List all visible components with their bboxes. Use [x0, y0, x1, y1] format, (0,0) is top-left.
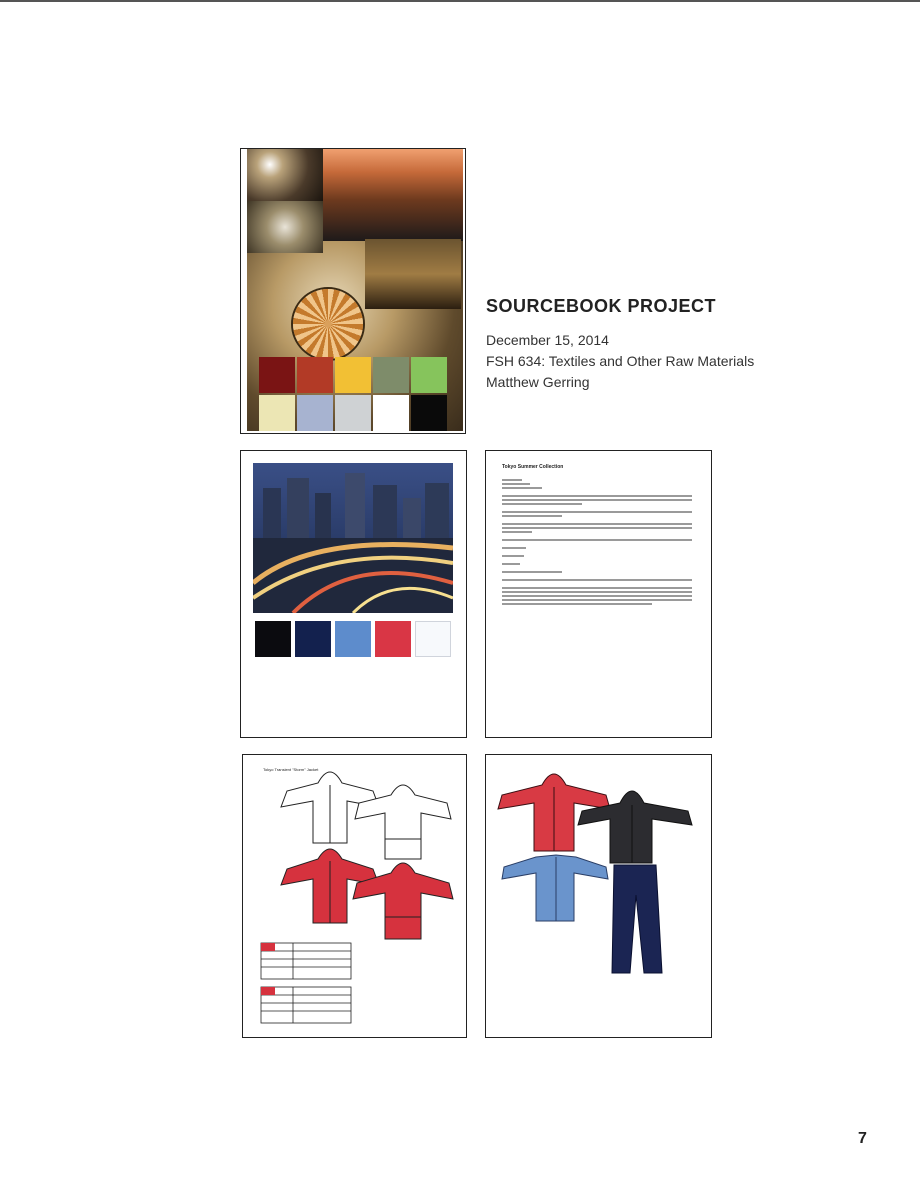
- palette-swatch: [255, 621, 291, 657]
- text-line: [502, 555, 524, 557]
- collection-heading: Tokyo Summer Collection: [502, 464, 564, 470]
- text-line: [502, 603, 652, 605]
- text-line: [502, 531, 532, 533]
- jacket-flats-drawing: [243, 755, 467, 1038]
- course-name: FSH 634: Textiles and Other Raw Materials: [486, 353, 755, 369]
- parasol-image: [293, 289, 363, 359]
- tokyo-highway-image: [253, 463, 453, 613]
- text-line: [502, 547, 526, 549]
- palette-swatch: [297, 395, 333, 431]
- palette-swatch: [411, 395, 447, 431]
- flats-caption: Tokyo Transient "Storm" Jacket: [263, 767, 319, 772]
- text-line: [502, 595, 692, 597]
- text-line: [502, 503, 582, 505]
- text-line: [502, 483, 530, 485]
- text-line: [502, 495, 692, 497]
- city-page-thumbnail: [240, 450, 467, 738]
- palette-swatch: [373, 357, 409, 393]
- text-line: [502, 511, 692, 513]
- technical-flats-thumbnail: [242, 754, 467, 1038]
- page-top-rule: [0, 0, 920, 2]
- outfit-thumbnail: [485, 754, 712, 1038]
- birds-image: [365, 239, 461, 309]
- palette-swatch: [335, 621, 371, 657]
- text-line: [502, 523, 692, 525]
- palette-swatch: [259, 395, 295, 431]
- palette-swatch: [373, 395, 409, 431]
- palette-swatch: [335, 357, 371, 393]
- text-line: [502, 587, 692, 589]
- palette-swatch: [297, 357, 333, 393]
- palette-swatch: [335, 395, 371, 431]
- palette-swatch: [259, 357, 295, 393]
- text-line: [502, 571, 562, 573]
- text-line: [502, 591, 692, 593]
- street-image: [323, 149, 463, 241]
- palette-swatch: [375, 621, 411, 657]
- text-line: [502, 539, 692, 541]
- flowers-image: [247, 201, 323, 253]
- text-line: [502, 479, 522, 481]
- sky-image: [247, 149, 323, 201]
- page-number: 7: [858, 1130, 867, 1147]
- collection-text-thumbnail: [485, 450, 712, 738]
- moodboard-thumbnail: [240, 148, 466, 434]
- text-line: [502, 487, 542, 489]
- palette-swatch: [415, 621, 451, 657]
- palette-swatch: [411, 357, 447, 393]
- text-line: [502, 527, 692, 529]
- project-title: SOURCEBOOK PROJECT: [486, 296, 717, 316]
- text-line: [502, 499, 692, 501]
- project-date: December 15, 2014: [486, 332, 609, 348]
- palette-swatch: [295, 621, 331, 657]
- text-line: [502, 579, 692, 581]
- text-line: [502, 515, 562, 517]
- outfit-drawing: [486, 755, 712, 1038]
- text-line: [502, 563, 520, 565]
- text-line: [502, 599, 692, 601]
- author-name: Matthew Gerring: [486, 374, 590, 390]
